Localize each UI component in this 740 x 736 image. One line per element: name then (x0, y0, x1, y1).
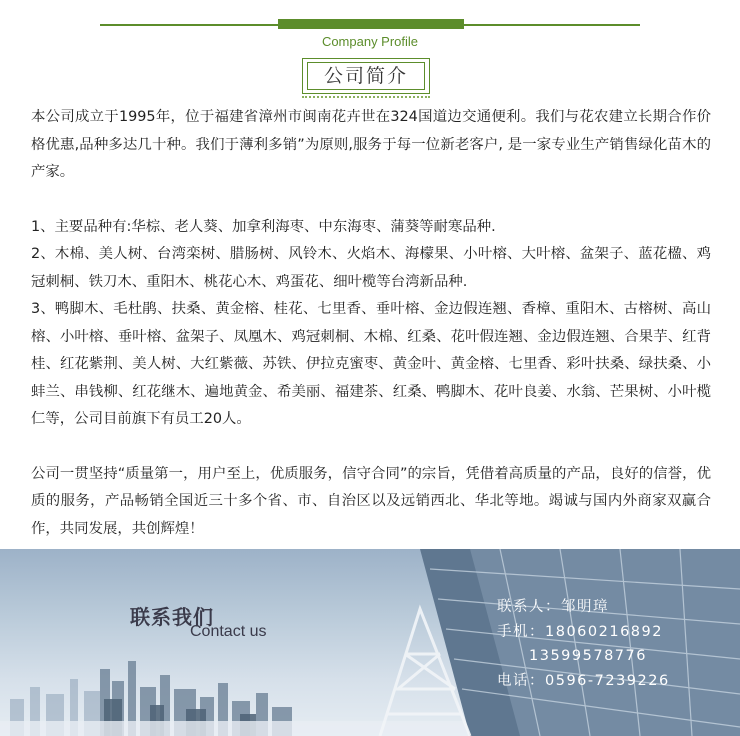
company-description (31, 104, 711, 543)
paragraph-gap (31, 434, 711, 461)
header-title-frame (302, 58, 430, 94)
header-line-right (464, 24, 640, 26)
contact-phone: 电话：0596-7239226 (497, 672, 670, 689)
product-list-item-1: 1、主要品种有:华棕、老人葵、加拿利海枣、中东海枣、蒲葵等耐寒品种. (31, 218, 496, 235)
header-line-left (100, 24, 278, 26)
header-dotted-rule (302, 96, 430, 98)
product-list-item-3: 3、鸭脚木、毛杜鹃、扶桑、黄金榕、桂花、七里香、垂叶榕、金边假连翘、香樟、重阳木、古榕树、高山榕、小叶榕、垂叶榕、盆架子、凤凰木、鸡冠刺桐、木棉、红桑、花叶假连翘、金边假连翘、合果芋、红背桂、红花紫荆、美人树、大红紫薇、苏铁、伊拉克蜜枣、黄金叶、黄金榕、七里香、彩叶扶桑、绿扶桑、小蚌兰、串钱柳、红花继木、遍地黄金、希美丽、福建茶、红桑、鸭脚木、花叶良姜、水翁、芒果树、小叶榄仁等，公司目前旗下有员工20人。 (31, 301, 711, 427)
contact-person: 联系人：邹明璋 (497, 599, 609, 615)
intro-paragraph: 本公司成立于1995年，位于福建省漳州市闽南花卉世在324国道边交通便利。我们与花农建立长期合作价格优惠,品种多达几十种。我们于薄利多销”为原则,服务于每一位新老客户, 是一家专业生产销售绿化苗木的产家。 (31, 109, 711, 180)
contact-banner (0, 549, 740, 736)
contact-title-cn: 联系我们 (130, 605, 214, 629)
product-list-item-2: 2、木棉、美人树、台湾栾树、腊肠树、风铃木、火焰木、海檬果、小叶榕、大叶榕、盆架子、蓝花楹、鸡冠刺桐、铁刀木、重阳木、桃花心木、鸡蛋花、细叶榄等台湾新品种. (31, 246, 711, 290)
contact-mobile-2: 13599578776 (529, 648, 647, 664)
paragraph-gap (31, 187, 711, 214)
page-title: 公司简介 (323, 65, 408, 87)
header-subtitle: Company Profile (321, 34, 419, 49)
contact-mobile: 手机：18060216892 (497, 623, 663, 640)
contact-title-en: Contact us (190, 623, 267, 640)
contact-details (497, 595, 737, 693)
closing-paragraph: 公司一贯坚持“质量第一，用户至上，优质服务，信守合同”的宗旨，凭借着高质量的产品，良好的信誉，优质的服务，产品畅销全国近三十多个省、市、自治区以及远销西北、华北等地。竭诚与国内外商家双赢合作，共同发展，共创辉煌！ (31, 465, 711, 537)
header-accent-bar (278, 19, 464, 29)
